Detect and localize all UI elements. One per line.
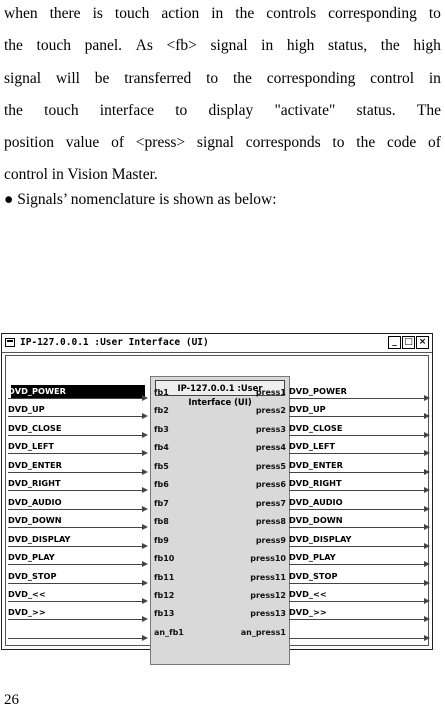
body-paragraph — [4, 0, 441, 192]
input-pin-label: fb12 — [154, 590, 175, 600]
arrow-icon — [142, 580, 148, 586]
arrow-icon — [142, 450, 148, 456]
output-signal-label[interactable]: DVD_CLOSE — [289, 422, 343, 433]
input-signal-label[interactable]: DVD_DISPLAY — [8, 533, 71, 544]
word: display — [208, 101, 254, 119]
word: touch — [44, 101, 79, 119]
input-signal-label[interactable]: DVD_PLAY — [8, 552, 55, 563]
input-signal-line — [8, 601, 144, 602]
word: the — [235, 5, 255, 22]
word: "activate" — [274, 101, 336, 119]
output-signal-line — [289, 398, 426, 399]
input-pin-label: fb11 — [154, 572, 175, 582]
word: value — [65, 134, 100, 152]
arrow-icon — [142, 413, 148, 419]
word: action — [161, 5, 200, 22]
window-icon — [5, 338, 15, 347]
output-pin-label: an_press1 — [240, 627, 286, 637]
text-line — [4, 0, 441, 30]
input-signal-label[interactable]: DVD_<< — [8, 588, 46, 599]
arrow-icon — [424, 395, 430, 401]
word: The — [416, 101, 441, 119]
arrow-icon — [424, 524, 430, 530]
input-signal-label[interactable]: DVD_ENTER — [8, 459, 62, 470]
word: be — [94, 69, 110, 87]
page-number: 26 — [4, 692, 19, 708]
word: the — [356, 134, 376, 152]
output-signal-label[interactable]: DVD_DOWN — [289, 515, 343, 526]
output-signal-line — [289, 583, 426, 584]
input-signal-label[interactable]: DVD_UP — [8, 404, 45, 415]
input-signal-label[interactable]: DVD_POWER — [8, 386, 66, 396]
input-pin-label: fb2 — [154, 406, 169, 416]
input-signal-line — [8, 472, 144, 473]
output-signal-line — [289, 453, 426, 454]
arrow-icon — [142, 635, 148, 641]
output-signal-label[interactable]: DVD_UP — [289, 404, 326, 415]
output-pin-label: press3 — [255, 424, 286, 434]
output-signal-line — [289, 601, 426, 602]
word: the — [380, 37, 400, 55]
text-line — [4, 127, 441, 159]
arrow-icon — [142, 432, 148, 438]
input-pin-label: fb5 — [154, 461, 169, 471]
output-pin-label: press11 — [250, 572, 286, 582]
text-line — [4, 63, 441, 95]
arrow-icon — [424, 616, 430, 622]
word: signal — [210, 37, 248, 55]
input-signal-line — [8, 509, 144, 510]
input-signal-label[interactable]: DVD_CLOSE — [8, 422, 62, 433]
input-signal-line — [8, 546, 144, 547]
word: when — [4, 5, 38, 22]
input-pin-label: fb13 — [154, 609, 175, 619]
arrow-icon — [424, 561, 430, 567]
output-signal-label[interactable]: DVD_PLAY — [289, 552, 336, 563]
arrow-icon — [142, 616, 148, 622]
output-signal-line — [289, 619, 426, 620]
input-signal-line — [8, 490, 144, 491]
ui-window — [1, 333, 433, 650]
word: high — [286, 37, 315, 55]
word: controls — [266, 5, 317, 22]
arrow-icon — [142, 524, 148, 530]
input-signal-line — [8, 619, 144, 620]
output-pin-label: press6 — [255, 480, 286, 490]
window-title: IP-127.0.0.1 :User Interface (UI) — [20, 337, 209, 348]
word: touch — [114, 5, 150, 22]
output-pin-label: press1 — [255, 388, 286, 397]
window-titlebar[interactable] — [2, 334, 432, 353]
word: control in Vision Master. — [4, 166, 158, 184]
word: status, — [328, 37, 368, 55]
output-pin-label: press2 — [255, 406, 286, 416]
input-signal-line — [8, 453, 144, 454]
close-button[interactable]: × — [416, 336, 429, 349]
output-signal-line — [289, 527, 426, 528]
input-pin-label: fb1 — [154, 388, 169, 397]
arrow-icon — [424, 487, 430, 493]
word: will — [55, 69, 80, 87]
input-pin-label: fb9 — [154, 535, 169, 545]
word: signal — [196, 134, 234, 152]
output-pin-label: press5 — [255, 461, 286, 471]
maximize-button[interactable]: □ — [402, 336, 415, 349]
output-pin-label: press10 — [250, 554, 286, 564]
ui-symbol-block[interactable] — [150, 376, 290, 665]
input-signal-label[interactable]: DVD_RIGHT — [8, 478, 61, 489]
output-signal-label[interactable]: DVD_ENTER — [289, 459, 343, 470]
arrow-icon — [424, 598, 430, 604]
output-pin-label: press12 — [250, 590, 286, 600]
word: the — [4, 37, 23, 55]
input-signal-line — [8, 416, 144, 417]
bullet-line: ● Signals’ nomenclature is shown as below: — [4, 191, 277, 208]
output-signal-label[interactable]: DVD_POWER — [289, 386, 347, 396]
output-signal-label[interactable]: DVD_<< — [289, 588, 327, 599]
output-signal-line — [289, 638, 426, 639]
input-pin-label: fb4 — [154, 443, 169, 453]
word: control — [370, 69, 415, 87]
input-pin-label: an_fb1 — [154, 627, 184, 637]
word: transferred — [124, 69, 192, 87]
word: in — [211, 5, 224, 22]
word: to — [428, 5, 441, 22]
arrow-icon — [142, 395, 148, 401]
input-signal-line — [8, 398, 144, 399]
output-signal-line — [289, 546, 426, 547]
arrow-icon — [142, 598, 148, 604]
text-line — [4, 95, 441, 127]
word: to — [175, 101, 188, 119]
word: is — [92, 5, 103, 22]
output-signal-line — [289, 435, 426, 436]
input-signal-line — [8, 583, 144, 584]
word: to — [206, 69, 219, 87]
input-signal-label[interactable]: DVD_LEFT — [8, 441, 55, 452]
word: corresponds — [245, 134, 321, 152]
word: corresponding — [328, 5, 417, 22]
word: of — [111, 134, 125, 152]
output-pin-label: press9 — [255, 535, 286, 545]
input-pin-label: fb10 — [154, 554, 175, 564]
input-signal-line — [8, 527, 144, 528]
word: touch — [36, 37, 71, 55]
arrow-icon — [424, 543, 430, 549]
output-signal-line — [289, 490, 426, 491]
arrow-icon — [142, 543, 148, 549]
word: there — [49, 5, 81, 22]
output-pin-label: press13 — [250, 609, 286, 619]
minimize-button[interactable]: _ — [388, 336, 401, 349]
arrow-icon — [424, 635, 430, 641]
input-signal-line — [8, 638, 144, 639]
word: position — [4, 134, 54, 152]
word: signal — [4, 69, 42, 87]
window-client-area — [5, 355, 429, 646]
arrow-icon — [424, 506, 430, 512]
output-signal-label[interactable]: DVD_DISPLAY — [289, 533, 352, 544]
input-pin-label: fb8 — [154, 517, 169, 527]
input-signal-line — [8, 564, 144, 565]
input-pin-label: fb6 — [154, 480, 169, 490]
arrow-icon — [142, 469, 148, 475]
word: code — [386, 134, 417, 152]
word: As — [135, 37, 153, 55]
word: status. — [356, 101, 396, 119]
output-signal-line — [289, 564, 426, 565]
word: to — [332, 134, 345, 152]
output-signal-label[interactable]: DVD_STOP — [289, 570, 338, 581]
arrow-icon — [424, 469, 430, 475]
output-signal-line — [289, 509, 426, 510]
arrow-icon — [424, 580, 430, 586]
arrow-icon — [424, 432, 430, 438]
symbol-title: IP-127.0.0.1 :User Interface (UI) — [155, 380, 285, 396]
input-signal-label[interactable]: DVD_DOWN — [8, 515, 62, 526]
input-signal-label[interactable]: DVD_STOP — [8, 570, 57, 581]
word: in — [261, 37, 274, 55]
output-signal-label[interactable]: DVD_>> — [289, 607, 327, 618]
output-signal-line — [289, 472, 426, 473]
word: panel. — [84, 37, 123, 55]
word: in — [428, 69, 441, 87]
word: <fb> — [166, 37, 197, 55]
output-signal-label[interactable]: DVD_AUDIO — [289, 496, 343, 507]
arrow-icon — [142, 561, 148, 567]
word: the — [232, 69, 252, 87]
output-pin-label: press4 — [255, 443, 286, 453]
arrow-icon — [142, 506, 148, 512]
output-signal-label[interactable]: DVD_LEFT — [289, 441, 336, 452]
word: the — [4, 101, 23, 119]
input-signal-label[interactable]: DVD_AUDIO — [8, 496, 62, 507]
input-signal-line — [8, 435, 144, 436]
word: <press> — [135, 134, 186, 152]
word: high — [413, 37, 441, 55]
arrow-icon — [142, 487, 148, 493]
word: of — [428, 134, 441, 152]
output-pin-label: press8 — [255, 517, 286, 527]
input-signal-label[interactable]: DVD_>> — [8, 607, 46, 618]
word: corresponding — [266, 69, 356, 87]
arrow-icon — [424, 450, 430, 456]
input-pin-label: fb3 — [154, 424, 169, 434]
input-pin-label: fb7 — [154, 498, 169, 508]
output-signal-label[interactable]: DVD_RIGHT — [289, 478, 342, 489]
output-signal-line — [289, 416, 426, 417]
word: interface — [99, 101, 154, 119]
arrow-icon — [424, 413, 430, 419]
output-pin-label: press7 — [255, 498, 286, 508]
text-line — [4, 30, 441, 62]
